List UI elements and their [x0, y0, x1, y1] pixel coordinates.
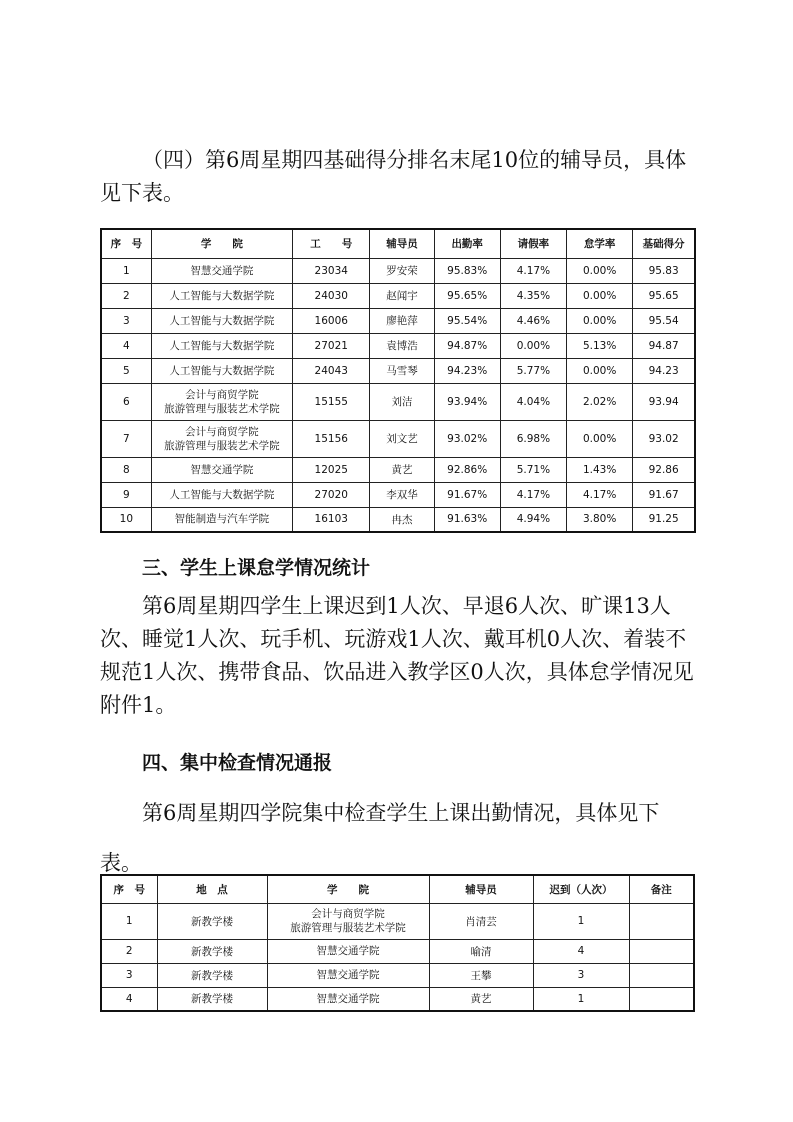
college-line: 人工智能与大数据学院: [169, 488, 275, 501]
staff-id-cell: 15155: [293, 383, 370, 420]
attendance-rate-cell: 93.94%: [434, 383, 500, 420]
base-score-cell: 93.94: [633, 383, 695, 420]
truancy-rate-cell: 1.43%: [567, 457, 633, 482]
staff-id-cell: 24030: [293, 283, 370, 308]
inspection-table: [100, 874, 695, 1012]
header-cell: 基础得分: [633, 229, 695, 258]
staff-id-cell: 16006: [293, 308, 370, 333]
base-score-cell: 94.87: [633, 333, 695, 358]
truancy-rate-cell: 3.80%: [567, 507, 633, 532]
header-cell: 备注: [629, 875, 694, 903]
truancy-rate-cell: 5.13%: [567, 333, 633, 358]
college-line: 会计与商贸学院: [185, 388, 259, 401]
college-cell: [151, 420, 292, 457]
counselor-name-cell: 冉杰: [370, 507, 434, 532]
late-count-cell: 1: [533, 903, 629, 939]
truancy-rate-cell: 0.00%: [567, 308, 633, 333]
base-score-cell: 91.67: [633, 482, 695, 507]
note-cell: [629, 903, 694, 939]
leave-rate-cell: 4.46%: [500, 308, 566, 333]
row-number: 10: [101, 507, 151, 532]
college-cell: [151, 507, 292, 532]
college-cell: [151, 358, 292, 383]
row-number: 6: [101, 383, 151, 420]
header-cell: 请假率: [500, 229, 566, 258]
table-row: [101, 963, 694, 987]
attendance-rate-cell: 95.65%: [434, 283, 500, 308]
college-cell: [151, 283, 292, 308]
header-cell: 怠学率: [567, 229, 633, 258]
counselor-name-cell: 赵闻宇: [370, 283, 434, 308]
attendance-rate-cell: 93.02%: [434, 420, 500, 457]
leave-rate-cell: 4.17%: [500, 258, 566, 283]
college-cell: [151, 482, 292, 507]
table-row: [101, 507, 695, 532]
location-cell: 新教学楼: [157, 987, 267, 1011]
location-cell: 新教学楼: [157, 963, 267, 987]
counselor-name-cell: 刘文艺: [370, 420, 434, 457]
late-count-cell: 3: [533, 963, 629, 987]
table-row: [101, 457, 695, 482]
college-line: 人工智能与大数据学院: [169, 314, 275, 327]
attendance-rate-cell: 95.83%: [434, 258, 500, 283]
header-cell: 地 点: [157, 875, 267, 903]
row-number: 7: [101, 420, 151, 457]
leave-rate-cell: 0.00%: [500, 333, 566, 358]
counselor-name-cell: 廖艳萍: [370, 308, 434, 333]
counselor-name-cell: 李双华: [370, 482, 434, 507]
college-cell: [267, 903, 429, 939]
row-number: 1: [101, 258, 151, 283]
row-number: 2: [101, 283, 151, 308]
header-cell: 工 号: [293, 229, 370, 258]
truancy-rate-cell: 0.00%: [567, 420, 633, 457]
table-header-row: [101, 229, 695, 258]
truancy-rate-cell: 2.02%: [567, 383, 633, 420]
attendance-rate-cell: 95.54%: [434, 308, 500, 333]
section3-body: 第6周星期四学生上课迟到1人次、早退6人次、旷课13人次、睡觉1人次、玩手机、玩游戏1人次、戴耳机0人次、着装不规范1人次、携带食品、饮品进入教学区0人次，具体怠学情况见附件1。: [100, 594, 694, 717]
table-row: [101, 420, 695, 457]
table-header-row: [101, 875, 694, 903]
section4-body: 第6周星期四学院集中检查学生上课出勤情况，具体见下表。: [100, 801, 660, 875]
college-line: 智慧交通学院: [316, 969, 380, 981]
table-row: [101, 333, 695, 358]
truancy-rate-cell: 0.00%: [567, 358, 633, 383]
header-cell: 学 院: [151, 229, 292, 258]
staff-id-cell: 12025: [293, 457, 370, 482]
truancy-rate-cell: 0.00%: [567, 283, 633, 308]
college-cell: [151, 333, 292, 358]
college-cell: [151, 308, 292, 333]
college-cell: [151, 258, 292, 283]
counselor-name-cell: 袁博浩: [370, 333, 434, 358]
leave-rate-cell: 5.77%: [500, 358, 566, 383]
college-cell: [267, 963, 429, 987]
attendance-rate-cell: 91.63%: [434, 507, 500, 532]
intro-paragraph: （四）第6周星期四基础得分排名末尾10位的辅导员，具体见下表。: [100, 148, 687, 205]
header-cell: 辅导员: [370, 229, 434, 258]
college-line: 旅游管理与服装艺术学院: [164, 402, 280, 415]
college-cell: [151, 383, 292, 420]
table-row: [101, 903, 694, 939]
attendance-rate-cell: 92.86%: [434, 457, 500, 482]
base-score-cell: 95.65: [633, 283, 695, 308]
header-cell: 序 号: [101, 229, 151, 258]
college-line: 人工智能与大数据学院: [169, 364, 275, 377]
leave-rate-cell: 5.71%: [500, 457, 566, 482]
college-line: 智慧交通学院: [316, 992, 380, 1005]
college-line: 旅游管理与服装艺术学院: [164, 439, 280, 452]
base-score-cell: 95.54: [633, 308, 695, 333]
base-score-cell: 93.02: [633, 420, 695, 457]
college-line: 会计与商贸学院: [311, 908, 385, 920]
section4-heading: 四、集中检查情况通报: [142, 752, 333, 774]
leave-rate-cell: 6.98%: [500, 420, 566, 457]
college-line: 人工智能与大数据学院: [169, 339, 275, 352]
staff-id-cell: 16103: [293, 507, 370, 532]
row-number: 3: [101, 963, 157, 987]
row-number: 8: [101, 457, 151, 482]
counselor-name-cell: 马雪琴: [370, 358, 434, 383]
row-number: 3: [101, 308, 151, 333]
college-line: 会计与商贸学院: [185, 425, 259, 438]
college-cell: [151, 457, 292, 482]
staff-id-cell: 15156: [293, 420, 370, 457]
staff-id-cell: 24043: [293, 358, 370, 383]
leave-rate-cell: 4.17%: [500, 482, 566, 507]
leave-rate-cell: 4.35%: [500, 283, 566, 308]
college-line: 智慧交通学院: [316, 945, 380, 957]
college-cell: [267, 939, 429, 963]
row-number: 9: [101, 482, 151, 507]
note-cell: [629, 939, 694, 963]
counselor-name-cell: 黄艺: [429, 987, 533, 1011]
staff-id-cell: 23034: [293, 258, 370, 283]
college-line: 人工智能与大数据学院: [169, 289, 275, 302]
header-cell: 出勤率: [434, 229, 500, 258]
counselor-name-cell: 黄艺: [370, 457, 434, 482]
leave-rate-cell: 4.94%: [500, 507, 566, 532]
late-count-cell: 4: [533, 939, 629, 963]
location-cell: 新教学楼: [157, 939, 267, 963]
late-count-cell: 1: [533, 987, 629, 1011]
table-row: [101, 358, 695, 383]
counselor-name-cell: 王攀: [429, 963, 533, 987]
counselor-name-cell: 刘洁: [370, 383, 434, 420]
leave-rate-cell: 4.04%: [500, 383, 566, 420]
truancy-rate-cell: 4.17%: [567, 482, 633, 507]
header-cell: 学 院: [267, 875, 429, 903]
section3-heading: 三、学生上课怠学情况统计: [142, 557, 371, 579]
staff-id-cell: 27021: [293, 333, 370, 358]
attendance-rate-cell: 94.87%: [434, 333, 500, 358]
note-cell: [629, 963, 694, 987]
header-cell: 辅导员: [429, 875, 533, 903]
college-line: 智慧交通学院: [190, 264, 254, 277]
base-score-cell: 92.86: [633, 457, 695, 482]
college-line: 旅游管理与服装艺术学院: [290, 922, 406, 934]
header-cell: 迟到（人次）: [533, 875, 629, 903]
table-row: [101, 987, 694, 1011]
table-row: [101, 308, 695, 333]
base-score-cell: 95.83: [633, 258, 695, 283]
table-row: [101, 482, 695, 507]
table-row: [101, 383, 695, 420]
counselor-name-cell: 罗安荣: [370, 258, 434, 283]
note-cell: [629, 987, 694, 1011]
college-line: 智慧交通学院: [190, 463, 254, 476]
attendance-rate-cell: 94.23%: [434, 358, 500, 383]
truancy-rate-cell: 0.00%: [567, 258, 633, 283]
location-cell: 新教学楼: [157, 903, 267, 939]
staff-id-cell: 27020: [293, 482, 370, 507]
counselor-name-cell: 肖清芸: [429, 903, 533, 939]
row-number: 4: [101, 333, 151, 358]
row-number: 4: [101, 987, 157, 1011]
table-row: [101, 258, 695, 283]
header-cell: 序 号: [101, 875, 157, 903]
college-cell: [267, 987, 429, 1011]
counselor-name-cell: 喻清: [429, 939, 533, 963]
counselor-ranking-table: [100, 228, 696, 533]
base-score-cell: 94.23: [633, 358, 695, 383]
table-row: [101, 939, 694, 963]
row-number: 1: [101, 903, 157, 939]
attendance-rate-cell: 91.67%: [434, 482, 500, 507]
college-line: 智能制造与汽车学院: [174, 513, 270, 526]
table-row: [101, 283, 695, 308]
row-number: 2: [101, 939, 157, 963]
row-number: 5: [101, 358, 151, 383]
base-score-cell: 91.25: [633, 507, 695, 532]
